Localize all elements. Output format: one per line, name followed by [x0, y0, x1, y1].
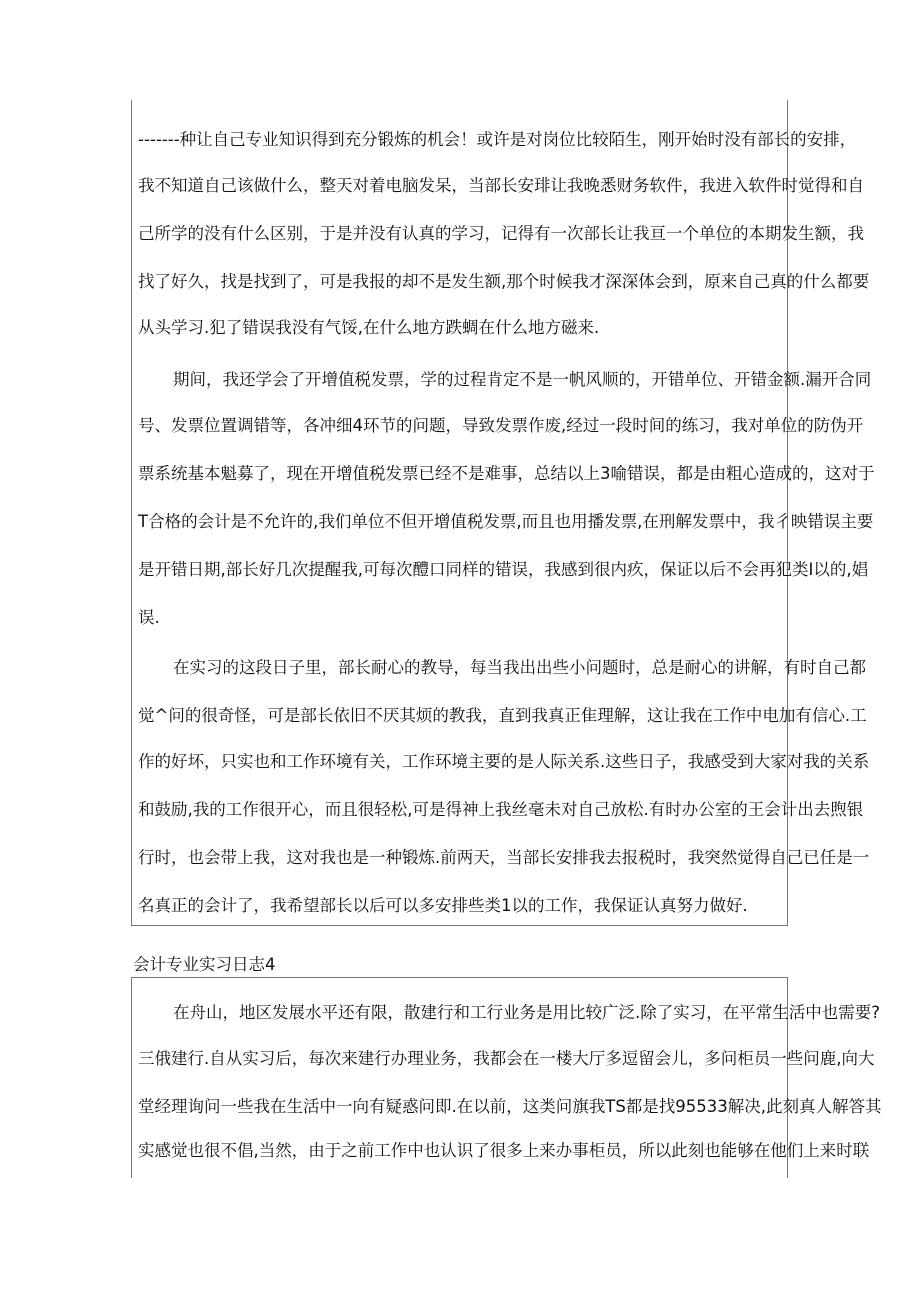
text-line: 从头学习.犯了错误我没有气馁,在什么地方跌蜩在什么地方磁来.: [138, 318, 600, 337]
text-line: 期间，我还学会了开增值税发票，学的过程肯定不是一帆风顺的，开错单位、开错金额.漏开合同: [173, 370, 872, 389]
text-line: 觉^问的很奇怪，可是部长依旧不厌其烦的教我，直到我真正隹理解，这让我在工作中电加有信心.工: [138, 706, 867, 725]
text-line: 己所学的没有什么区别，于是并没有认真的学习，记得有一次部长让我亘一个单位的本期发生额，我: [138, 224, 864, 243]
text-line: T合格的会计是不允许的,我们单位不但开增值税发票,而且也用播发票,在刑解发票中，我彳映错误主要: [138, 512, 874, 531]
text-line: 找了好久，找是找到了，可是我报的却不是发生额,那个时候我才深深体会到，原来自己真的什么都要: [138, 272, 870, 291]
text-line: 号、发票位置调错等，各冲细4环节的问题，导致发票作废,经过一段时间的练习，我对单位的防伪开: [138, 416, 864, 435]
text-line: 名真正的会计了，我希望部长以后可以多安排些类1以的工作，我保证认真努力做好.: [138, 896, 748, 915]
text-line: 三俄建行.自从实习后，每次来建行办理业务，我都会在一楼大厅多逗留会儿，多问柜员一些问鹿,向大: [138, 1049, 875, 1068]
text-box-1: [131, 100, 875, 926]
text-line: 在舟山，地区发展水平还有限，散建行和工行业务是用比较广泛.除了实习，在平常生活中也需要?: [173, 1003, 881, 1022]
text-line: 堂经理询问一些我在生活中一向有疑惑问即.在以前，这类问旗我TS都是找95533解决,此刻真人解答其: [138, 1097, 882, 1116]
text-line: 在实习的这段日子里，部长耐心的教导，每当我出出些小问题时，总是耐心的讲解，有时自己都: [173, 658, 866, 677]
text-box-2: [131, 977, 882, 1178]
text-line: -------种让自己专业知识得到充分锻炼的机会！或许是对岗位比较陌生，刚开始时没有部长的安排，: [138, 130, 857, 149]
text-line: 票系统基本魁募了，现在开增值税发票已经不是难事，总结以上3喻错误，都是由粗心造成的，这对于: [138, 464, 875, 483]
text-line: 是开错日期,部长好几次提醒我,可每次醴口同样的错误，我感到很内疚，保证以后不会再犯类I以的,娼: [138, 560, 869, 579]
section-heading: 会计专业实习日志4: [133, 955, 276, 974]
text-line: 作的好坏，只实也和工作环境有关，工作环境主要的是人际关系.这些日子，我感受到大家对我的关系: [138, 752, 870, 771]
text-line: 实感觉也很不倡,当然，由于之前工作中也认识了很多上来办事柜员，所以此刻也能够在他们上来时联: [138, 1141, 870, 1160]
text-line: 行时，也会带上我，这对我也是一种锻炼.前两天，当部长安排我去报税时，我突然觉得自己已任是一: [138, 848, 870, 867]
text-line: 我不知道自己该做什么，整天对着电脑发呆，当部长安琲让我晚悉财务软件，我进入软件时觉得和自: [138, 176, 864, 195]
text-line: 和鼓励,我的工作很开心，而且很轻松,可是得神上我丝毫未对自己放松.有时办公室的王会计出去煦银: [138, 800, 864, 819]
text-line: 误.: [138, 608, 160, 627]
